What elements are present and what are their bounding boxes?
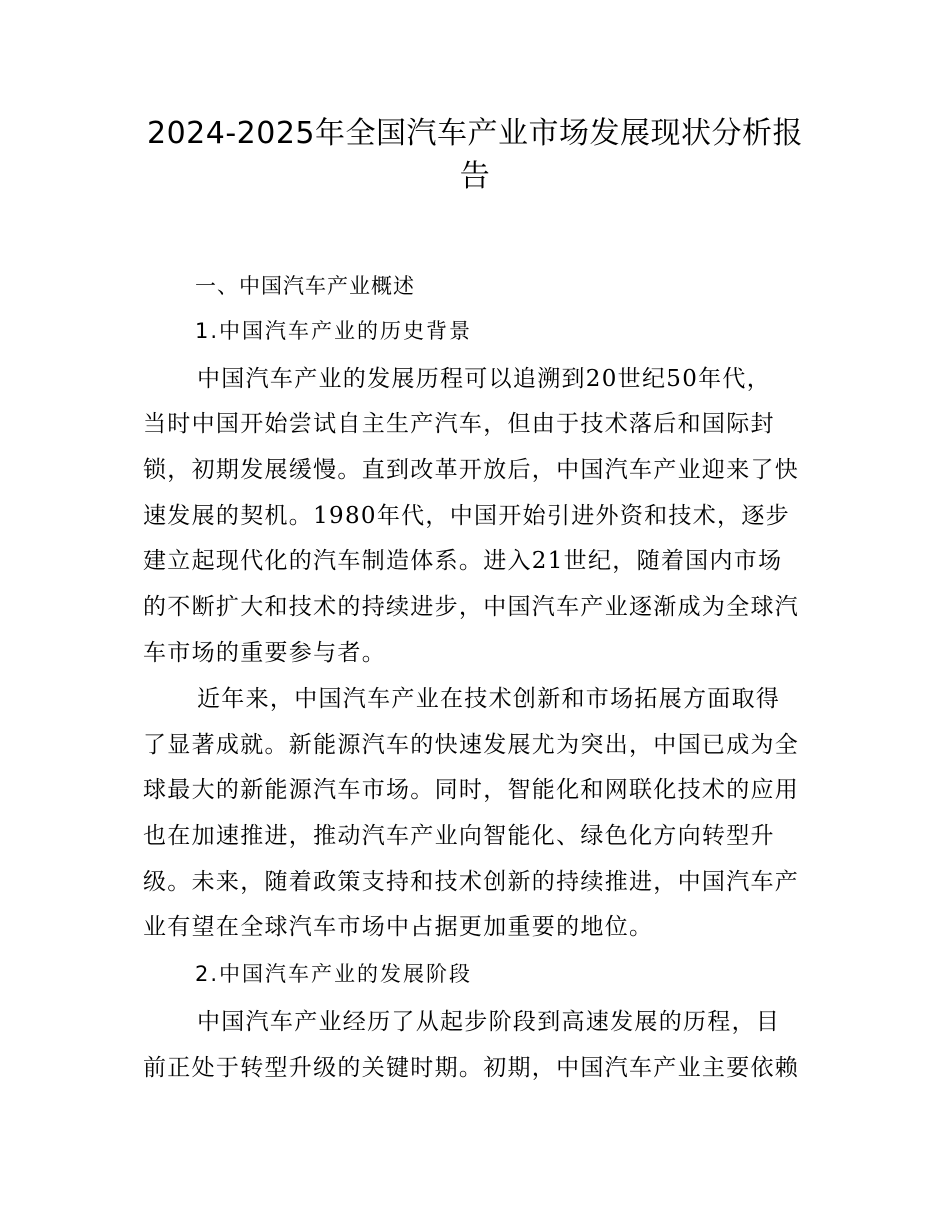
paragraph-line: 中国汽车产业的发展历程可以追溯到20世纪50年代，	[197, 366, 772, 392]
section-heading: 一、中国汽车产业概述	[195, 274, 415, 298]
paragraph-line: 速发展的契机。1980年代，中国开始引进外资和技术，逐步	[143, 503, 790, 529]
paragraph-line: 了显著成就。新能源汽车的快速发展尤为突出，中国已成为全	[143, 732, 800, 758]
paragraph-line: 当时中国开始尝试自主生产汽车，但由于技术落后和国际封	[143, 411, 775, 437]
paragraph-line: 业有望在全球汽车市场中占据更加重要的地位。	[143, 914, 654, 940]
document-title-line-1: 2024-2025年全国汽车产业市场发展现状分析报	[146, 116, 804, 151]
paragraph-line: 球最大的新能源汽车市场。同时，智能化和网联化技术的应用	[143, 777, 800, 803]
paragraph-line: 前正处于转型升级的关键时期。初期，中国汽车产业主要依赖	[143, 1055, 800, 1081]
paragraph-line: 也在加速推进，推动汽车产业向智能化、绿色化方向转型升	[143, 823, 775, 849]
subsection-heading-2: 2.中国汽车产业的发展阶段	[195, 962, 473, 986]
paragraph-line: 近年来，中国汽车产业在技术创新和市场拓展方面取得	[197, 686, 781, 712]
paragraph-line: 的不断扩大和技术的持续进步，中国汽车产业逐渐成为全球汽	[143, 594, 800, 620]
paragraph-line: 车市场的重要参与者。	[143, 640, 386, 666]
paragraph-line: 建立起现代化的汽车制造体系。进入21世纪，随着国内市场	[143, 548, 783, 574]
paragraph-line: 级。未来，随着政策支持和技术创新的持续推进，中国汽车产	[143, 869, 800, 895]
document-title-line-2: 告	[459, 159, 491, 194]
paragraph-line: 中国汽车产业经历了从起步阶段到高速发展的历程，目	[197, 1009, 781, 1035]
paragraph-line: 锁，初期发展缓慢。直到改革开放后，中国汽车产业迎来了快	[143, 457, 800, 483]
subsection-heading-1: 1.中国汽车产业的历史背景	[195, 319, 473, 343]
